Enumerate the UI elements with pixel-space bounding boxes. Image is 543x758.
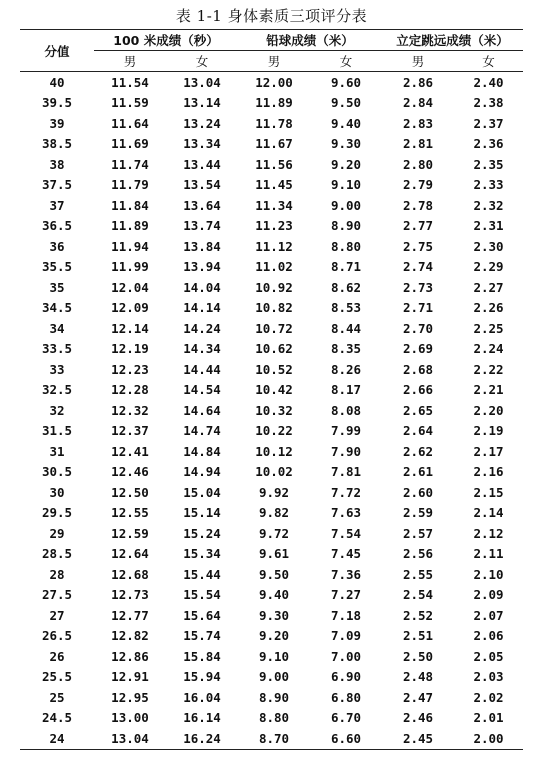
cell-100m-female: 14.24 <box>183 320 221 336</box>
cell-score: 29 <box>49 525 65 541</box>
table-row <box>20 626 523 647</box>
cell-jump-male: 2.55 <box>402 566 434 582</box>
table-row <box>20 687 523 708</box>
cell-shot-female: 8.08 <box>330 402 362 418</box>
cell-jump-female: 2.36 <box>473 136 504 152</box>
table-row <box>20 605 523 626</box>
cell-jump-female: 2.25 <box>473 320 504 336</box>
cell-jump-male: 2.70 <box>402 320 434 336</box>
cell-score: 27 <box>49 607 65 623</box>
cell-jump-female: 2.35 <box>473 156 504 172</box>
cell-score: 35.5 <box>41 259 73 275</box>
table-row <box>20 400 523 421</box>
cell-shot-male: 11.78 <box>255 115 293 131</box>
cell-shot-male: 9.72 <box>258 525 290 541</box>
cell-jump-male: 2.65 <box>402 402 434 418</box>
table-row <box>20 441 523 462</box>
cell-score: 24 <box>20 728 94 749</box>
cell-shot-male: 11.89 <box>255 95 293 111</box>
cell-shot-male: 10.72 <box>255 320 293 336</box>
cell-jump-male: 2.68 <box>402 361 434 377</box>
table-row <box>20 216 523 237</box>
cell-score: 33.5 <box>41 341 73 357</box>
cell-100m-male: 12.19 <box>111 341 149 357</box>
cell-shot-female: 8.17 <box>330 382 362 398</box>
cell-jump-female: 2.21 <box>473 382 504 398</box>
cell-100m-male: 11.74 <box>111 156 149 172</box>
cell-shot-female: 8.80 <box>330 238 362 254</box>
cell-shot-female: 8.53 <box>330 300 362 316</box>
table-row <box>20 195 523 216</box>
table-row <box>20 380 523 401</box>
cell-jump-male: 2.75 <box>402 238 434 254</box>
cell-jump-male: 2.62 <box>402 443 434 459</box>
cell-jump-female: 2.17 <box>473 443 504 459</box>
cell-shot-male: 11.12 <box>255 238 293 254</box>
cell-jump-female: 2.30 <box>473 238 504 254</box>
cell-jump-female: 2.00 <box>454 728 523 749</box>
score-table <box>20 29 523 750</box>
table-row <box>20 523 523 544</box>
cell-shot-male: 9.92 <box>258 484 290 500</box>
cell-shot-female: 9.30 <box>330 136 362 152</box>
cell-shot-female: 7.72 <box>330 484 362 500</box>
cell-shot-female: 7.27 <box>330 587 362 603</box>
cell-100m-female: 14.14 <box>183 300 221 316</box>
cell-jump-male: 2.73 <box>402 279 434 295</box>
cell-100m-female: 13.94 <box>183 259 221 275</box>
cell-jump-male: 2.84 <box>402 95 434 111</box>
table-row <box>20 318 523 339</box>
table-row <box>20 462 523 483</box>
cell-jump-female: 2.14 <box>473 505 504 521</box>
cell-shot-female: 9.50 <box>330 95 362 111</box>
cell-100m-female: 15.24 <box>183 525 221 541</box>
cell-shot-female: 9.40 <box>330 115 362 131</box>
cell-jump-male: 2.79 <box>402 177 434 193</box>
cell-jump-female: 2.16 <box>473 464 504 480</box>
cell-100m-female: 13.34 <box>183 136 221 152</box>
cell-100m-male: 11.89 <box>111 218 149 234</box>
header-male: 男 <box>267 54 281 69</box>
cell-shot-female: 7.81 <box>330 464 362 480</box>
cell-jump-female: 2.29 <box>473 259 504 275</box>
cell-shot-male: 9.00 <box>258 669 290 685</box>
table-row <box>20 564 523 585</box>
cell-jump-male: 2.86 <box>402 74 434 90</box>
cell-shot-male: 11.23 <box>255 218 293 234</box>
header-score: 分值 <box>44 43 70 59</box>
cell-shot-male: 11.67 <box>255 136 293 152</box>
cell-100m-male: 12.73 <box>111 587 149 603</box>
cell-100m-male: 12.55 <box>111 505 149 521</box>
cell-jump-female: 2.19 <box>473 423 504 439</box>
cell-shot-female: 7.63 <box>330 505 362 521</box>
header-group-long-jump: 立定跳远成绩（米） <box>382 30 523 51</box>
cell-100m-female: 16.14 <box>183 710 221 726</box>
cell-shot-male: 9.40 <box>258 587 290 603</box>
cell-shot-male: 10.82 <box>255 300 293 316</box>
cell-100m-male: 12.68 <box>111 566 149 582</box>
cell-score: 34.5 <box>41 300 73 316</box>
cell-100m-female: 14.94 <box>183 464 221 480</box>
cell-score: 32.5 <box>41 382 73 398</box>
header-male: 男 <box>123 54 137 69</box>
cell-jump-male: 2.60 <box>402 484 434 500</box>
cell-jump-female: 2.12 <box>473 525 504 541</box>
cell-shot-male: 8.80 <box>258 710 290 726</box>
cell-shot-female: 8.62 <box>330 279 362 295</box>
cell-jump-female: 2.38 <box>473 95 504 111</box>
table-row <box>20 154 523 175</box>
cell-100m-female: 15.94 <box>183 669 221 685</box>
cell-100m-female: 15.14 <box>183 505 221 521</box>
cell-100m-female: 16.04 <box>183 689 221 705</box>
cell-jump-male: 2.64 <box>402 423 434 439</box>
cell-jump-female: 2.24 <box>473 341 504 357</box>
cell-shot-female: 8.35 <box>330 341 362 357</box>
cell-jump-male: 2.48 <box>402 669 434 685</box>
cell-shot-male: 9.61 <box>258 546 290 562</box>
cell-score: 28 <box>49 566 65 582</box>
table-header <box>20 30 523 72</box>
cell-100m-female: 13.54 <box>183 177 221 193</box>
cell-score: 37.5 <box>41 177 73 193</box>
cell-shot-female: 7.36 <box>330 566 362 582</box>
cell-shot-male: 10.32 <box>255 402 293 418</box>
cell-shot-male: 9.10 <box>258 648 290 664</box>
cell-score: 35 <box>49 279 65 295</box>
header-group-100m: 100 米成绩（秒） <box>94 30 238 51</box>
cell-jump-female: 2.33 <box>473 177 504 193</box>
cell-shot-female: 7.99 <box>330 423 362 439</box>
cell-score: 28.5 <box>41 546 73 562</box>
cell-jump-male: 2.78 <box>402 197 434 213</box>
cell-shot-female: 8.26 <box>330 361 362 377</box>
table-row <box>20 503 523 524</box>
cell-100m-male: 12.95 <box>111 689 149 705</box>
cell-shot-female: 6.60 <box>310 728 382 749</box>
cell-100m-male: 11.79 <box>111 177 149 193</box>
cell-jump-female: 2.07 <box>473 607 504 623</box>
cell-score: 27.5 <box>41 587 73 603</box>
cell-score: 38.5 <box>41 136 73 152</box>
cell-jump-female: 2.20 <box>473 402 504 418</box>
cell-100m-male: 12.64 <box>111 546 149 562</box>
cell-shot-female: 7.90 <box>330 443 362 459</box>
cell-jump-male: 2.71 <box>402 300 434 316</box>
cell-score: 30.5 <box>41 464 73 480</box>
cell-shot-female: 9.10 <box>330 177 362 193</box>
cell-jump-male: 2.59 <box>402 505 434 521</box>
cell-shot-female: 6.70 <box>330 710 362 726</box>
cell-100m-male: 12.77 <box>111 607 149 623</box>
cell-100m-male: 12.59 <box>111 525 149 541</box>
cell-100m-male: 11.59 <box>111 95 149 111</box>
cell-100m-male: 12.50 <box>111 484 149 500</box>
table-row <box>20 667 523 688</box>
cell-shot-male: 8.90 <box>258 689 290 705</box>
table-row <box>20 646 523 667</box>
cell-100m-female: 14.74 <box>183 423 221 439</box>
cell-jump-female: 2.26 <box>473 300 504 316</box>
cell-score: 36 <box>49 238 65 254</box>
cell-100m-male: 12.46 <box>111 464 149 480</box>
cell-score: 26 <box>49 648 65 664</box>
cell-score: 37 <box>49 197 65 213</box>
cell-100m-male: 12.09 <box>111 300 149 316</box>
header-male: 男 <box>411 54 425 69</box>
cell-shot-male: 10.42 <box>255 382 293 398</box>
cell-100m-female: 14.04 <box>183 279 221 295</box>
cell-jump-female: 2.27 <box>473 279 504 295</box>
table-row <box>20 257 523 278</box>
cell-100m-male: 11.69 <box>111 136 149 152</box>
cell-jump-male: 2.45 <box>382 728 454 749</box>
cell-jump-male: 2.54 <box>402 587 434 603</box>
cell-score: 31.5 <box>41 423 73 439</box>
cell-shot-male: 9.50 <box>258 566 290 582</box>
cell-jump-male: 2.83 <box>402 115 434 131</box>
cell-100m-male: 13.04 <box>94 728 166 749</box>
cell-100m-male: 12.86 <box>111 648 149 664</box>
cell-100m-male: 12.91 <box>111 669 149 685</box>
cell-score: 39.5 <box>41 95 73 111</box>
cell-100m-female: 15.84 <box>183 648 221 664</box>
cell-100m-male: 12.28 <box>111 382 149 398</box>
cell-100m-male: 12.37 <box>111 423 149 439</box>
cell-jump-male: 2.81 <box>402 136 434 152</box>
cell-jump-female: 2.31 <box>473 218 504 234</box>
cell-score: 26.5 <box>41 628 73 644</box>
cell-jump-male: 2.47 <box>402 689 434 705</box>
cell-100m-female: 13.64 <box>183 197 221 213</box>
cell-score: 25 <box>49 689 65 705</box>
cell-jump-female: 2.32 <box>473 197 504 213</box>
cell-100m-female: 15.74 <box>183 628 221 644</box>
cell-100m-male: 12.32 <box>111 402 149 418</box>
cell-100m-female: 15.54 <box>183 587 221 603</box>
table-row <box>20 585 523 606</box>
cell-shot-male: 11.34 <box>255 197 293 213</box>
cell-shot-female: 9.60 <box>330 74 362 90</box>
table-row <box>20 298 523 319</box>
cell-shot-female: 8.44 <box>330 320 362 336</box>
cell-100m-male: 11.84 <box>111 197 149 213</box>
cell-jump-female: 2.11 <box>473 546 504 562</box>
cell-jump-male: 2.50 <box>402 648 434 664</box>
cell-jump-female: 2.09 <box>473 587 504 603</box>
cell-jump-male: 2.77 <box>402 218 434 234</box>
cell-100m-female: 13.04 <box>183 74 221 90</box>
cell-jump-male: 2.46 <box>402 710 434 726</box>
cell-shot-female: 9.20 <box>330 156 362 172</box>
cell-shot-male: 10.62 <box>255 341 293 357</box>
cell-shot-male: 10.12 <box>255 443 293 459</box>
cell-shot-female: 9.00 <box>330 197 362 213</box>
cell-100m-female: 13.74 <box>183 218 221 234</box>
cell-score: 38 <box>49 156 65 172</box>
cell-100m-male: 12.23 <box>111 361 149 377</box>
cell-100m-male: 12.82 <box>111 628 149 644</box>
table-row <box>20 421 523 442</box>
header-female: 女 <box>195 54 209 69</box>
cell-jump-male: 2.61 <box>402 464 434 480</box>
cell-shot-male: 10.92 <box>255 279 293 295</box>
cell-100m-male: 11.54 <box>111 74 149 90</box>
cell-score: 32 <box>49 402 65 418</box>
header-group-shot-put: 铅球成绩（米） <box>238 30 382 51</box>
cell-shot-male: 10.22 <box>255 423 293 439</box>
table-row <box>20 339 523 360</box>
cell-score: 25.5 <box>41 669 73 685</box>
table-caption: 表 1-1 身体素质三项评分表 <box>175 7 368 25</box>
cell-score: 31 <box>49 443 65 459</box>
cell-shot-female: 7.54 <box>330 525 362 541</box>
cell-shot-male: 12.00 <box>255 74 293 90</box>
cell-jump-female: 2.15 <box>473 484 504 500</box>
cell-shot-male: 11.02 <box>255 259 293 275</box>
table-row <box>20 93 523 114</box>
cell-jump-female: 2.37 <box>473 115 504 131</box>
table-row <box>20 72 523 93</box>
cell-100m-female: 14.64 <box>183 402 221 418</box>
cell-100m-female: 15.44 <box>183 566 221 582</box>
cell-jump-female: 2.40 <box>473 74 504 90</box>
cell-score: 36.5 <box>41 218 73 234</box>
cell-score: 30 <box>49 484 65 500</box>
cell-100m-male: 11.99 <box>111 259 149 275</box>
cell-jump-female: 2.03 <box>473 669 504 685</box>
table-row <box>20 277 523 298</box>
cell-shot-female: 6.80 <box>330 689 362 705</box>
cell-score: 34 <box>49 320 65 336</box>
table-row <box>20 134 523 155</box>
table-row <box>20 359 523 380</box>
table-row <box>20 708 523 729</box>
table-row <box>20 175 523 196</box>
cell-shot-female: 8.71 <box>330 259 362 275</box>
cell-100m-male: 12.41 <box>111 443 149 459</box>
cell-shot-male: 9.82 <box>258 505 290 521</box>
cell-jump-male: 2.52 <box>402 607 434 623</box>
cell-100m-male: 12.04 <box>111 279 149 295</box>
cell-jump-male: 2.56 <box>402 546 434 562</box>
cell-jump-female: 2.10 <box>473 566 504 582</box>
cell-shot-male: 10.02 <box>255 464 293 480</box>
table-row <box>20 236 523 257</box>
cell-100m-female: 13.44 <box>183 156 221 172</box>
cell-100m-female: 13.14 <box>183 95 221 111</box>
cell-shot-female: 6.90 <box>330 669 362 685</box>
cell-100m-male: 13.00 <box>111 710 149 726</box>
cell-100m-female: 15.64 <box>183 607 221 623</box>
cell-jump-female: 2.05 <box>473 648 504 664</box>
cell-jump-female: 2.01 <box>473 710 504 726</box>
header-female: 女 <box>482 54 495 69</box>
cell-100m-female: 14.84 <box>183 443 221 459</box>
cell-100m-male: 12.14 <box>111 320 149 336</box>
cell-score: 29.5 <box>41 505 73 521</box>
cell-score: 33 <box>49 361 65 377</box>
cell-shot-female: 7.00 <box>330 648 362 664</box>
cell-shot-female: 8.90 <box>330 218 362 234</box>
cell-100m-female: 14.54 <box>183 382 221 398</box>
cell-100m-female: 15.34 <box>183 546 221 562</box>
cell-shot-male: 9.30 <box>258 607 290 623</box>
header-female: 女 <box>339 54 353 69</box>
cell-jump-female: 2.06 <box>473 628 504 644</box>
cell-jump-male: 2.80 <box>402 156 434 172</box>
table-row <box>20 482 523 503</box>
cell-jump-male: 2.66 <box>402 382 434 398</box>
cell-100m-female: 14.34 <box>183 341 221 357</box>
cell-jump-female: 2.02 <box>473 689 504 705</box>
cell-score: 24.5 <box>41 710 73 726</box>
cell-100m-male: 11.94 <box>111 238 149 254</box>
cell-100m-female: 16.24 <box>166 728 238 749</box>
cell-jump-male: 2.69 <box>402 341 434 357</box>
cell-shot-male: 10.52 <box>255 361 293 377</box>
cell-jump-female: 2.22 <box>473 361 504 377</box>
cell-shot-female: 7.09 <box>330 628 362 644</box>
cell-jump-male: 2.74 <box>402 259 434 275</box>
cell-jump-male: 2.51 <box>402 628 434 644</box>
cell-100m-female: 13.84 <box>183 238 221 254</box>
cell-shot-female: 7.45 <box>330 546 362 562</box>
cell-score: 39 <box>49 115 65 131</box>
cell-100m-female: 15.04 <box>183 484 221 500</box>
cell-score: 40 <box>49 74 65 90</box>
cell-100m-male: 11.64 <box>111 115 149 131</box>
cell-100m-female: 14.44 <box>183 361 221 377</box>
table-row <box>20 113 523 134</box>
table-row <box>20 544 523 565</box>
table-body <box>20 72 523 750</box>
cell-shot-male: 9.20 <box>258 628 290 644</box>
cell-shot-male: 11.56 <box>255 156 293 172</box>
cell-shot-female: 7.18 <box>330 607 362 623</box>
cell-shot-male: 8.70 <box>238 728 310 749</box>
cell-shot-male: 11.45 <box>255 177 293 193</box>
cell-100m-female: 13.24 <box>183 115 221 131</box>
table-row <box>20 728 523 749</box>
cell-jump-male: 2.57 <box>402 525 434 541</box>
